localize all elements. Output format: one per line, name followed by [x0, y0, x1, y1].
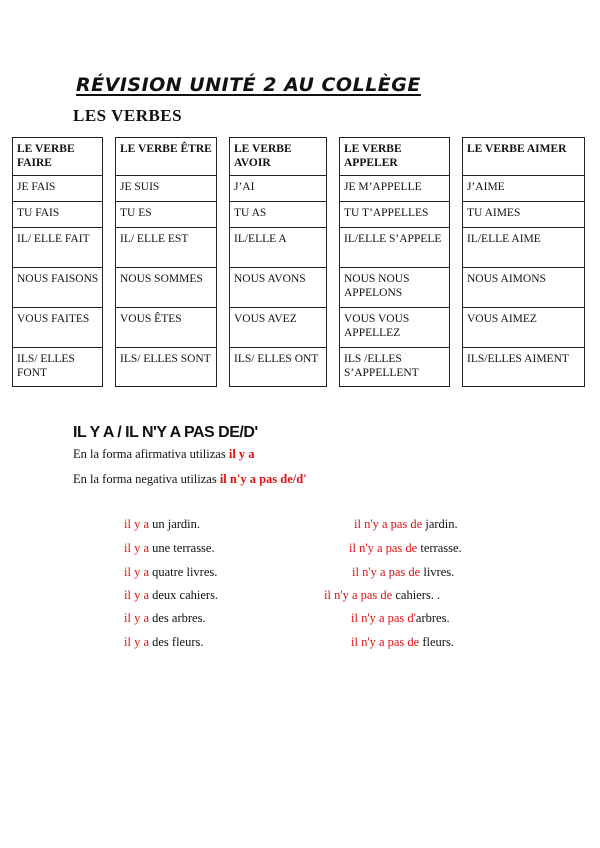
example-highlight: il y a: [124, 635, 149, 649]
negative-example: [349, 541, 462, 556]
verb-table-etre: [115, 137, 217, 387]
table-cell: NOUS FAISONS: [12, 267, 103, 307]
positive-example: [124, 611, 206, 626]
verb-table-aimer: [462, 137, 585, 387]
positive-example: [124, 517, 200, 532]
table-cell: ILS/ ELLES SONT: [115, 347, 217, 387]
table-cell: IL/ELLE AIME: [462, 227, 585, 267]
example-highlight: il y a: [124, 565, 149, 579]
example-text: terrasse.: [417, 541, 462, 555]
table-cell: J’AIME: [462, 175, 585, 201]
rule-text: En la forma negativa utilizas: [73, 472, 220, 486]
table-cell: IL/ELLE S’APPELE: [339, 227, 450, 267]
table-header: LE VERBE ÊTRE: [115, 137, 217, 175]
example-text: quatre livres.: [149, 565, 218, 579]
example-highlight: il y a: [124, 611, 149, 625]
table-cell: ILS/ELLES AIMENT: [462, 347, 585, 387]
positive-example: [124, 588, 218, 603]
table-cell: JE FAIS: [12, 175, 103, 201]
table-cell: ILS/ ELLES ONT: [229, 347, 327, 387]
table-cell: J’AI: [229, 175, 327, 201]
example-text: des fleurs.: [149, 635, 204, 649]
example-text: jardin.: [422, 517, 458, 531]
table-cell: NOUS NOUS APPELONS: [339, 267, 450, 307]
example-text: fleurs.: [419, 635, 454, 649]
verb-table-appeler: [339, 137, 450, 387]
rule-highlight: il y a: [228, 447, 255, 461]
rule-text: En la forma afirmativa utilizas: [73, 447, 229, 461]
table-cell: NOUS AIMONS: [462, 267, 585, 307]
table-cell: VOUS ÊTES: [115, 307, 217, 347]
table-cell: VOUS AVEZ: [229, 307, 327, 347]
example-highlight: il n'y a pas de: [351, 635, 420, 649]
example-highlight: il n'y a pas de: [324, 588, 393, 602]
negative-rule: [73, 472, 307, 487]
example-highlight: il y a: [124, 588, 149, 602]
table-cell: VOUS FAITES: [12, 307, 103, 347]
example-highlight: il n'y a pas de: [352, 565, 421, 579]
negative-example: [351, 635, 454, 650]
table-cell: NOUS AVONS: [229, 267, 327, 307]
example-text: livres.: [420, 565, 455, 579]
negative-example: [351, 611, 450, 626]
table-cell: VOUS VOUS APPELLEZ: [339, 307, 450, 347]
table-cell: TU AIMES: [462, 201, 585, 227]
negative-example: [352, 565, 454, 580]
positive-example: [124, 541, 215, 556]
negative-example: [354, 517, 458, 532]
negative-example: [324, 588, 440, 603]
positive-example: [124, 565, 217, 580]
table-cell: JE M’APPELLE: [339, 175, 450, 201]
example-highlight: il y a: [124, 517, 149, 531]
page-title: RÉVISION UNITÉ 2 AU COLLÈGE: [76, 74, 421, 96]
table-cell: IL/ ELLE FAIT: [12, 227, 103, 267]
section-title-il-y-a: IL Y A / IL N'Y A PAS DE/D': [73, 424, 258, 441]
table-cell: IL/ELLE A: [229, 227, 327, 267]
table-cell: VOUS AIMEZ: [462, 307, 585, 347]
example-text: des arbres.: [149, 611, 206, 625]
table-header: LE VERBE AIMER: [462, 137, 585, 175]
table-cell: TU T’APPELLES: [339, 201, 450, 227]
table-cell: NOUS SOMMES: [115, 267, 217, 307]
example-text: un jardin.: [149, 517, 201, 531]
positive-example: [124, 635, 204, 650]
example-highlight: il y a: [124, 541, 149, 555]
example-highlight: il n'y a pas de: [349, 541, 418, 555]
table-header: LE VERBE AVOIR: [229, 137, 327, 175]
section-subtitle-verbs: LES VERBES: [73, 106, 183, 125]
table-cell: ILS /ELLES S’APPELLENT: [339, 347, 450, 387]
table-cell: TU ES: [115, 201, 217, 227]
table-cell: JE SUIS: [115, 175, 217, 201]
example-highlight: il n'y a pas de: [354, 517, 423, 531]
table-cell: TU AS: [229, 201, 327, 227]
table-cell: IL/ ELLE EST: [115, 227, 217, 267]
table-cell: ILS/ ELLES FONT: [12, 347, 103, 387]
verb-table-avoir: [229, 137, 327, 387]
example-text: une terrasse.: [149, 541, 215, 555]
example-highlight: il n'y a pas d': [351, 611, 416, 625]
example-text: cahiers. .: [392, 588, 441, 602]
table-cell: TU FAIS: [12, 201, 103, 227]
table-header: LE VERBE FAIRE: [12, 137, 103, 175]
table-header: LE VERBE APPELER: [339, 137, 450, 175]
example-text: deux cahiers.: [149, 588, 219, 602]
affirmative-rule: [73, 447, 255, 462]
rule-highlight: il n'y a pas de/d': [219, 472, 307, 486]
example-text: arbres.: [415, 611, 450, 625]
verb-table-faire: [12, 137, 103, 387]
